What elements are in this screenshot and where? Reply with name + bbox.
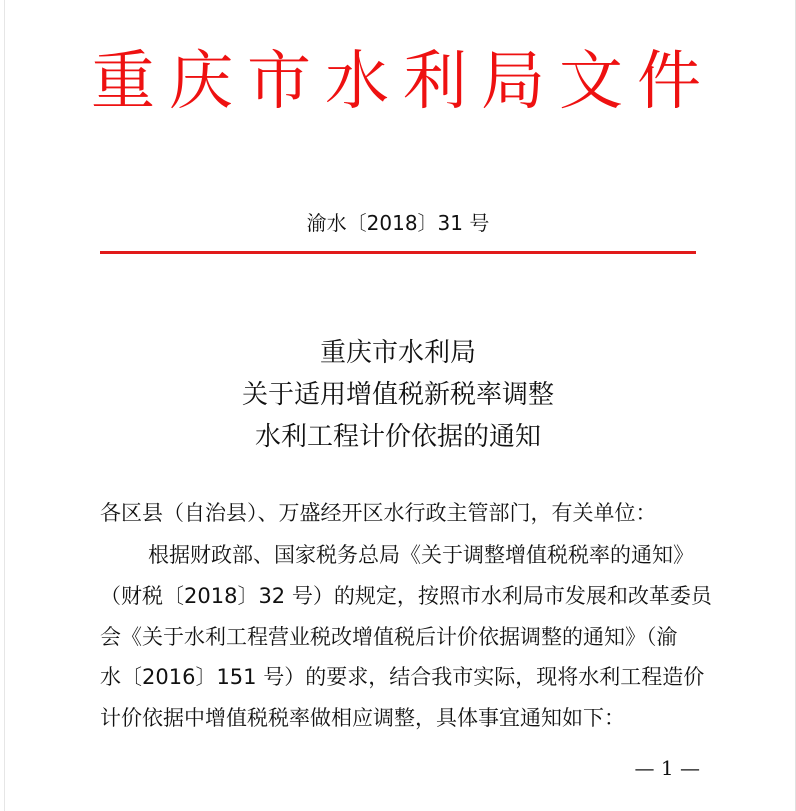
- notice-title-line-1: 重庆市水利局: [319, 338, 476, 368]
- paragraph-line-3: 会《关于水利工程营业税改增值税后计价依据调整的通知》（渝: [100, 625, 678, 649]
- page-number: — 1 —: [634, 756, 700, 780]
- paragraph-line-5: 计价依据中增值税税率做相应调整，具体事宜通知如下：: [100, 706, 625, 730]
- paragraph-line-2: （财税〔2018〕32 号）的规定，按照市水利局市发展和改革委员: [100, 584, 712, 608]
- addressee-line: 各区县（自治县）、万盛经开区水行政主管部门，有关单位：: [100, 501, 657, 525]
- document-issuer-header: 重庆市水利局文件: [91, 45, 715, 119]
- paragraph-line-4: 水〔2016〕151 号）的要求，结合我市实际，现将水利工程造价: [100, 665, 705, 689]
- paragraph-line-1: 根据财政部、国家税务总局《关于调整增值税税率的通知》: [148, 543, 694, 567]
- document-number: 渝水〔2018〕31 号: [306, 211, 490, 235]
- notice-title-line-2: 关于适用增值税新税率调整: [241, 380, 554, 410]
- red-separator-line: [100, 251, 696, 254]
- notice-title-line-3: 水利工程计价依据的通知: [254, 422, 541, 452]
